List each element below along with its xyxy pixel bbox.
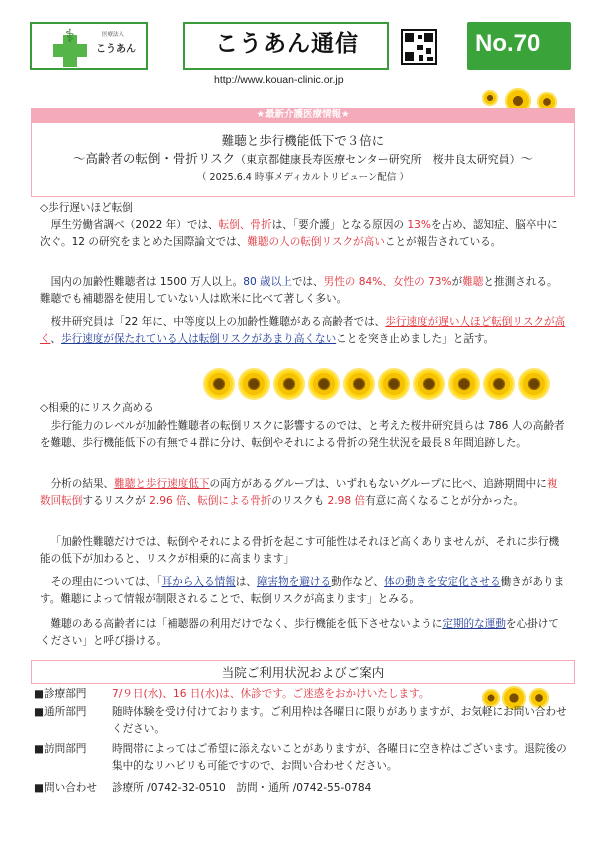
info-label: ■問い合わせ (34, 782, 97, 794)
paragraph: その理由については、「耳から入る情報は、障害物を避ける動作など、体の動きを安定化させる働きがあります。難聴によって情報が制限されることで、転倒リスクが高まります」とみる。 (40, 576, 565, 606)
sunflower-icon (482, 90, 498, 106)
sunflower-icon (450, 370, 478, 398)
info-value: 時間帯によってはご希望に添えないことがありますが、各曜日に空き枠はございます。退院後の集中的なリハビリも可能ですので、お問い合わせください。 (112, 743, 567, 773)
article-subtitle: ～高齢者の転倒・骨折リスク（東京都健康長寿医療センター研究所 桜井良太研究員）～ (72, 151, 534, 166)
info-title: 当院ご利用状況およびご案内 (221, 665, 385, 680)
sunflower-icon (310, 370, 338, 398)
website-url[interactable]: http://www.kouan-clinic.or.jp (214, 74, 344, 86)
person-icon: ⚕ (65, 26, 75, 47)
sunflower-row (205, 370, 548, 398)
sunflower-icon (485, 370, 513, 398)
article-title: 難聴と歩行機能低下で３倍に (221, 133, 385, 148)
newsletter-title: こうあん通信 (215, 31, 359, 57)
logo-corp: 医療法人 (102, 32, 125, 38)
article-source: （ 2025.6.4 時事メディカルトリビューン配信 ） (197, 172, 409, 183)
sunflower-icon (240, 370, 268, 398)
paragraph: 桜井研究員は「22 年に、中等度以上の加齢性難聴がある高齢者では、歩行速度が遅い人ほど転倒リスクが高く、歩行速度が保たれている人は転倒リスクがあまり高くないことを突き止めました」と話す。 (40, 316, 566, 346)
sunflower-icon (415, 370, 443, 398)
sunflower-icon (380, 370, 408, 398)
section-heading: ◇歩行遅いほど転倒 (40, 202, 133, 214)
info-value: 随時体験を受け付けております。ご利用枠は各曜日に限りがありますが、お気軽にお問い合わせください。 (112, 706, 567, 736)
logo-name: こうあん (96, 44, 136, 55)
info-value: 7/９日(水)、16 日(水)は、休診です。ご迷惑をおかけいたします。 (112, 688, 430, 700)
info-label: ■診療部門 (34, 688, 87, 700)
newsletter-title-box (183, 22, 389, 70)
info-value: 診療所 /0742-32-0510 訪問・通所 /0742-55-0784 (112, 782, 372, 794)
sunflower-icon (205, 370, 233, 398)
clinic-logo (30, 22, 148, 70)
info-label: ■通所部門 (34, 706, 87, 718)
paragraph: 厚生労働省調べ（2022 年）では、転倒、骨折は、「要介護」となる原因の 13%を占め、認知症、脳卒中に次ぐ。12 の研究をまとめた国際論文では、難聴の人の転倒リスクが高いことが報告されている。 (40, 219, 558, 249)
sunflower-icon (275, 370, 303, 398)
info-label: ■訪問部門 (34, 743, 87, 755)
news-header-bar: ★最新介護医療情報★ (31, 108, 575, 122)
paragraph: 難聴のある高齢者には「補聴器の利用だけでなく、歩行機能を低下させないように定期的な運動を心掛けてください」と呼び掛ける。 (40, 618, 559, 648)
paragraph: 歩行能力のレベルが加齢性難聴者の転倒リスクに影響するのでは、と考えた桜井研究員らは 786 人の高齢者を難聴、歩行機能低下の有無で４群に分け、転倒やそれによる骨折の発生状況を最長８年間追跡した。 (40, 420, 565, 450)
paragraph: 「加齢性難聴だけでは、転倒やそれによる骨折を起こす可能性はそれほど高くありませんが、それに歩行機能の低下が加わると、リスクが相乗的に高まります」 (40, 536, 560, 566)
section-heading: ◇相乗的にリスク高める (40, 402, 154, 414)
issue-badge (467, 22, 571, 70)
issue-number: No.70 (475, 30, 541, 57)
qr-code-icon[interactable] (401, 29, 437, 65)
paragraph: 分析の結果、難聴と歩行速度低下の両方があるグループは、いずれもないグループに比べ、追跡期間中に複数回転倒するリスクが 2.96 倍、転倒による骨折のリスクも 2.98 倍有意に高くなることが分かった。 (40, 478, 558, 508)
sunflower-icon (520, 370, 548, 398)
sunflower-icon (345, 370, 373, 398)
paragraph: 国内の加齢性難聴者は 1500 万人以上。80 歳以上では、男性の 84%、女性の 73%が難聴と推測される。難聴でも補聴器を使用していない人は欧米に比べて著しく多い。 (40, 276, 558, 306)
